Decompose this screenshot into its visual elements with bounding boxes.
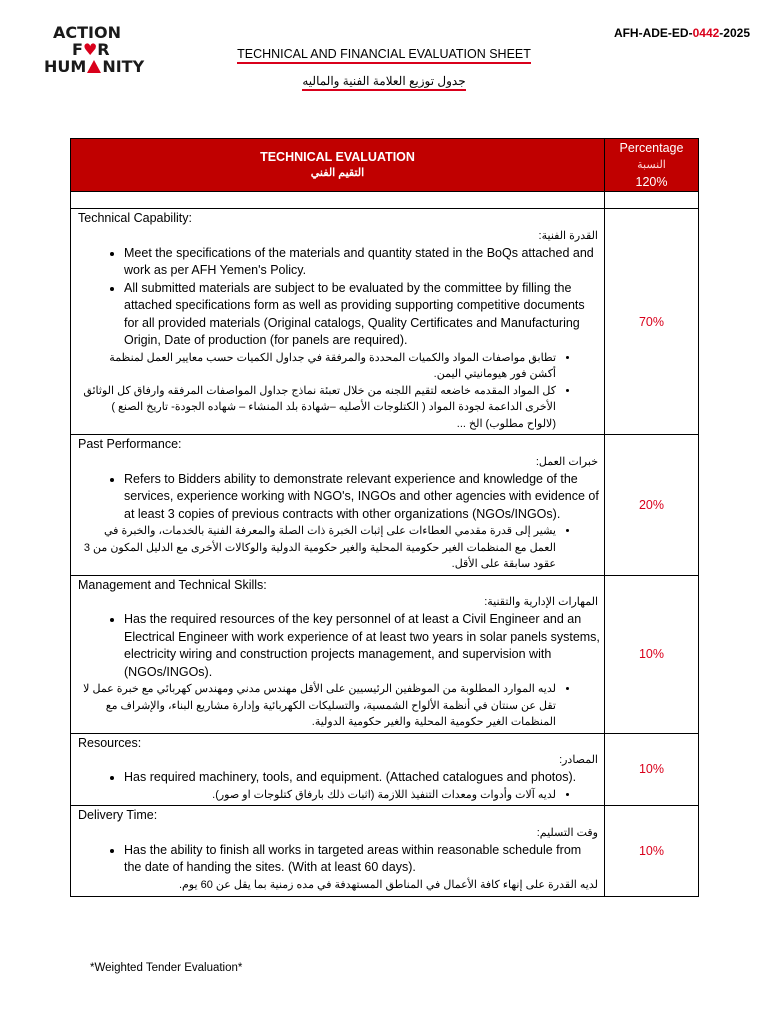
percentage-cell: 10% — [605, 806, 699, 897]
table-row-delivery-time — [71, 806, 699, 897]
document-reference: AFH-ADE-ED-0442-2025 — [613, 26, 750, 40]
list-item: • كل المواد المقدمه خاضعه لتقيم اللجنه من خلال تعبئة نماذج جداول المواصفات المرفقه وارفاق كل الوثائق الأخرى الداعمة لجودة المواد ( الكتلوجات الأصليه –شهادة بلد المنشاء – شهاده الجودة- تاريخ الصنع ) (لالواح مطلوب) الخ ... — [82, 383, 556, 433]
table-row-technical-capability — [71, 209, 699, 435]
list-item: • Refers to Bidders ability to demonstrate relevant experience and knowledge of the services, experience working with NGO's, INGOs and other agencies with evidence of at least 3 copies of previous contracts with other organizations (NGOs/INGOs). — [124, 471, 600, 524]
list-item: • تطابق مواصفات المواد والكميات المحددة والمرفقة في جداول الكميات حسب معايير العمل لمنظمة أكشن فور هيومانيتي اليمن. — [82, 350, 556, 383]
table-row-resources — [71, 733, 699, 806]
arabic-bullets — [78, 523, 600, 573]
header-technical-evaluation: TECHNICAL EVALUATION التقيم الفني — [71, 139, 605, 192]
list-item: • Meet the specifications of the materials and quantity stated in the BoQs attached and work as per AFH Yemen's Policy. — [124, 245, 600, 280]
section-title: Past Performance: — [78, 437, 182, 451]
table-spacer-row — [71, 192, 699, 209]
section-title-arabic: وقت التسليم: — [536, 826, 598, 839]
sheet-title-arabic: جدول توزيع العلامة الفنية والماليه — [0, 74, 768, 88]
list-item: • All submitted materials are subject to be evaluated by the committee by filling the attached specifications form as well as providing supporting competitive documents for all provided materials (Original catalogs, Quality Certificates and Manufacturing Origin, Date of production (for panels are required). — [124, 280, 600, 350]
list-item: • يشير إلى قدرة مقدمي العطاءات على إثبات الخبرة ذات الصلة والمعرفة الفنية بالخدمات، والخبرة في العمل مع المنظمات الغير حكومية المحلية والغير حكومية الدولية والوكالات الأخرى مع الدليل المكون من 3 عقود سابقة على الأقل. — [82, 523, 556, 573]
table-row-management-skills — [71, 575, 699, 733]
english-bullets — [78, 842, 600, 877]
header-percentage: Percentage النسبة 120% — [605, 139, 699, 192]
arabic-bullets — [78, 787, 600, 804]
section-title-arabic: المهارات الإدارية والتقنية: — [484, 596, 598, 608]
logo-line-2: F♥R — [72, 40, 110, 59]
section-title: Resources: — [78, 735, 142, 750]
table-header-row — [71, 139, 699, 192]
percentage-cell: 10% — [605, 733, 699, 806]
english-bullets — [78, 245, 600, 350]
percentage-cell: 20% — [605, 435, 699, 576]
english-bullets — [78, 769, 600, 787]
section-title-arabic: خبرات العمل: — [535, 455, 598, 468]
section-title: Technical Capability: — [78, 211, 192, 225]
arabic-bullets — [78, 350, 600, 433]
list-item: • Has the required resources of the key personnel of at least a Civil Engineer and an Electrical Engineer with work experience of at least two years in solar panels systems, electricity wiring and construction projects management, and supervision with (NGOs/INGOs). — [124, 611, 600, 681]
list-item: • لديه الموارد المطلوبة من الموظفين الرئيسيين على الأقل مهندس مدني ومهندس كهربائي مع خبرة عمل لا تقل عن سنتان في أنظمة الألواح الشمسية، والتسليكات الكهربائية وإدارة مشاريع البناء، والإشراف مع المنظمات الغير حكومية المحلية والغير حكومية الدولية. — [82, 681, 556, 731]
section-title: Delivery Time: — [78, 808, 158, 822]
english-bullets — [78, 611, 600, 681]
section-title-arabic: المصادر: — [559, 754, 598, 766]
list-item: • لديه آلات وأدوات ومعدات التنفيذ اللازمة (اثبات ذلك بارفاق كتلوجات او صور). — [82, 787, 556, 804]
percentage-cell: 70% — [605, 209, 699, 435]
list-item: • Has required machinery, tools, and equipment. (Attached catalogues and photos). — [124, 769, 600, 787]
table-row-past-performance — [71, 435, 699, 576]
percentage-cell: 10% — [605, 575, 699, 733]
arabic-bullets — [78, 681, 600, 731]
footnote: *Weighted Tender Evaluation* — [90, 962, 243, 974]
section-title-arabic: القدرة الفنية: — [538, 229, 598, 242]
technical-evaluation-table — [70, 138, 699, 897]
section-title: Management and Technical Skills: — [78, 577, 267, 592]
arabic-line: لديه القدرة على إنهاء كافة الأعمال في المناطق المستهدفة في مده زمنية بما يقل عن 60 يوم. — [178, 878, 598, 891]
english-bullets — [78, 471, 600, 524]
sheet-title-english: TECHNICAL AND FINANCIAL EVALUATION SHEET — [0, 47, 768, 61]
logo-line-1: ACTION — [53, 23, 121, 42]
logo-heart-icon: ♥ — [82, 40, 98, 59]
list-item: • Has the ability to finish all works in targeted areas within reasonable schedule from the date of handing the sites. (With at least 60 days). — [124, 842, 600, 877]
logo-triangle-icon — [87, 60, 101, 73]
logo-line-3: HUM NITY — [44, 57, 145, 76]
